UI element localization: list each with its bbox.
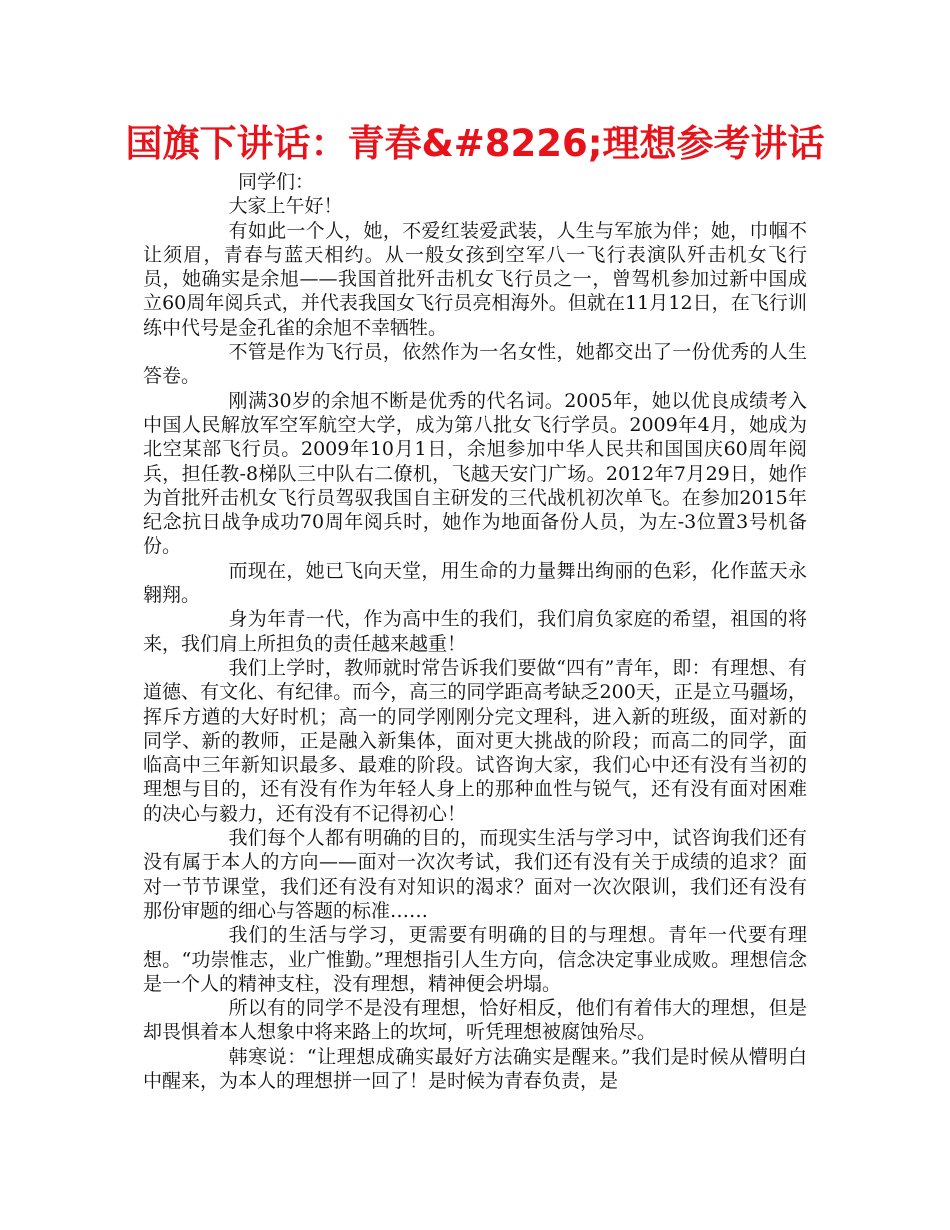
paragraph: 我们的生活与学习，更需要有明确的目的与理想。青年一代要有理想。“功崇惟志，业广惟勤。”理想指引人生方向，信念决定事业成败。理想信念是一个人的精神支柱，没有理想，精神便会坍塌。 <box>143 924 807 995</box>
greeting: 大家上午好！ <box>228 195 343 218</box>
paragraph: 所以有的同学不是没有理想，恰好相反，他们有着伟大的理想，但是却畏惧着本人想象中将来路上的坎坷，听凭理想被腐蚀殆尽。 <box>143 997 807 1044</box>
document-title: 国旗下讲话：青春&#8226;理想参考讲话 <box>125 122 825 165</box>
paragraph: 不管是作为飞行员，依然作为一名女性，她都交出了一份优秀的人生答卷。 <box>143 341 807 388</box>
document-body <box>143 170 807 1093</box>
paragraph: 有如此一个人，她，不爱红装爱武装，人生与军旅为伴；她，巾帼不让须眉，青春与蓝天相约。从一般女孩到空军八一飞行表演队歼击机女飞行员，她确实是余旭——我国首批歼击机女飞行员之一，曾驾机参加过新中国成立60周年阅兵式，并代表我国女飞行员亮相海外。但就在11月12日，在飞行训练中代号是金孔雀的余旭不幸牺牲。 <box>143 219 807 339</box>
paragraph: 身为年青一代，作为高中生的我们，我们肩负家庭的希望，祖国的将来，我们肩上所担负的责任越来越重！ <box>143 608 807 655</box>
paragraph: 我们上学时，教师就时常告诉我们要做“四有”青年，即：有理想、有道德、有文化、有纪律。而今，高三的同学距高考缺乏200天，正是立马疆场，挥斥方遒的大好时机；高一的同学刚刚分完文理科，进入新的班级，面对新的同学、新的教师，正是融入新集体，面对更大挑战的阶段；而高二的同学，面临高中三年新知识最多、最难的阶段。试咨询大家，我们心中还有没有当初的理想与目的，还有没有作为年轻人身上的那种血性与锐气，还有没有面对困难的决心与毅力，还有没有不记得初心！ <box>143 656 807 825</box>
paragraph: 而现在，她已飞向天堂，用生命的力量舞出绚丽的色彩，化作蓝天永翱翔。 <box>143 559 807 607</box>
paragraph: 刚满30岁的余旭不断是优秀的代名词。2005年，她以优良成绩考入中国人民解放军空军航空大学，成为第八批女飞行学员。2009年4月，她成为北空某部飞行员。2009年10月1日，余旭参加中华人民共和国国庆60周年阅兵，担任教-8梯队三中队右二僚机，飞越天安门广场。2012年7月29日，她作为首批歼击机女飞行员驾驭我国自主研发的三代战机初次单飞。在参加2015年纪念抗日战争成功70周年阅兵时，她作为地面备份人员，为左-3位置3号机备份。 <box>143 389 807 558</box>
paragraph: 韩寒说：“让理想成确实最好方法确实是醒来。”我们是时候从懵明白中醒来，为本人的理想拼一回了！是时候为青春负责，是 <box>143 1045 807 1092</box>
salutation: 同学们： <box>238 171 315 193</box>
paragraph: 我们每个人都有明确的目的，而现实生活与学习中，试咨询我们还有没有属于本人的方向——面对一次次考试，我们还有没有关于成绩的追求？面对一节节课堂，我们还有没有对知识的渴求？面对一次次限训，我们还有没有那份审题的细心与答题的标准…… <box>143 827 807 922</box>
